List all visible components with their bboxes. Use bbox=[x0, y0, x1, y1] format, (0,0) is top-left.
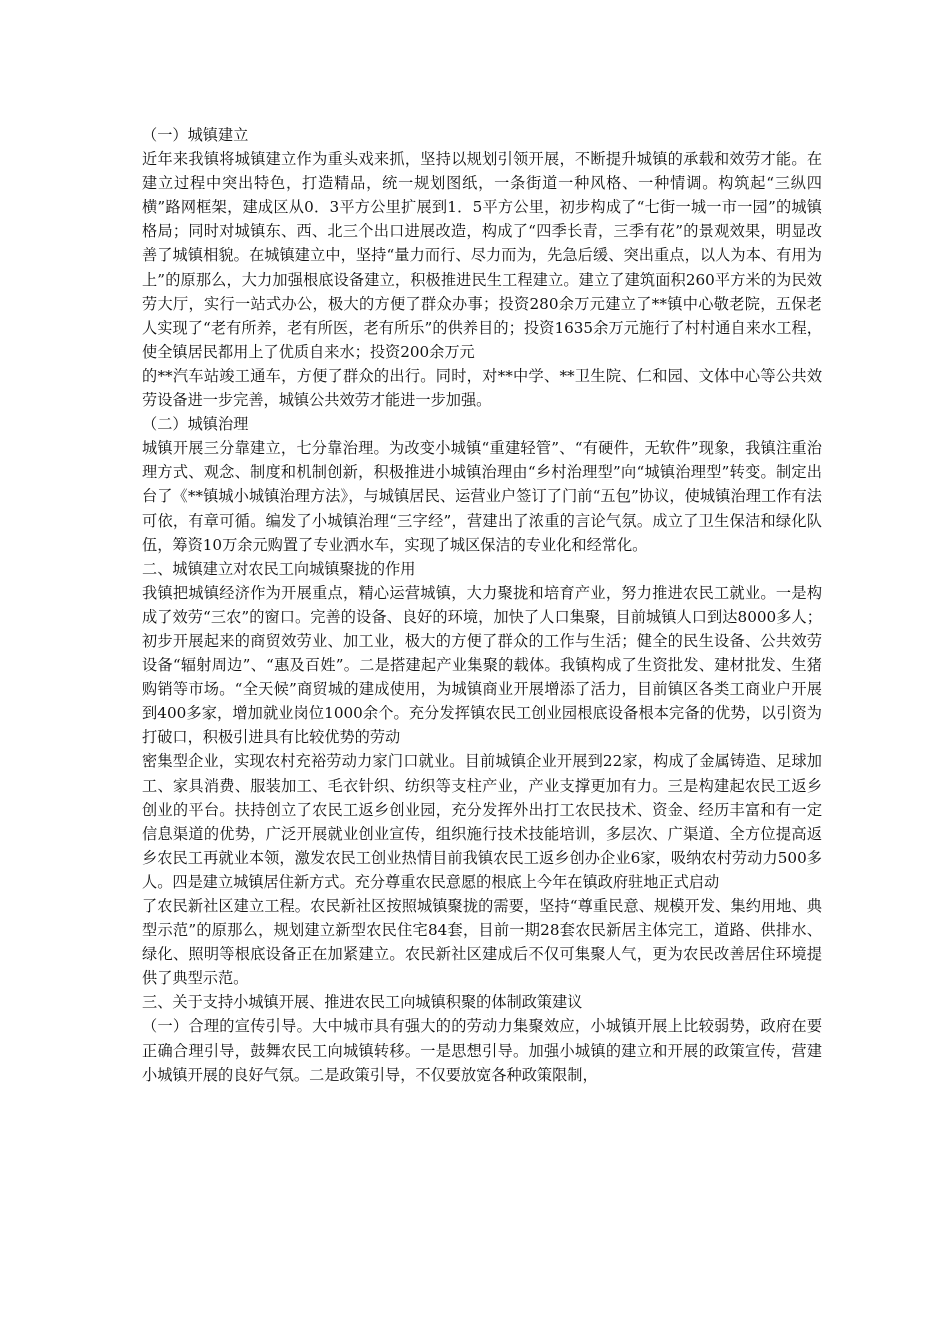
paragraph-publicity-guidance: （一）合理的宣传引导。大中城市具有强大的的劳动力集聚效应，小城镇开展上比较弱势，政府在要正确合理引导，鼓舞农民工向城镇转移。一是思想引导。加强小城镇的建立和开展的政策宣传，营建小城镇开展的良好气氛。二是政策引导，不仅要放宽各种政策限制， bbox=[142, 1017, 822, 1084]
section-heading-role-of-construction: 二、城镇建立对农民工向城镇聚拢的作用 bbox=[142, 559, 416, 578]
section-heading-town-construction: （一）城镇建立 bbox=[142, 126, 249, 144]
paragraph-labor-intensive-enterprises: 密集型企业，实现农村充裕劳动力家门口就业。目前城镇企业开展到22家，构成了金属铸造、足球加工、家具消费、服装加工、毛衣针织、纺织等支柱产业，产业支撑更加有力。三是构建起农民工返乡创业的平台。扶持创立了农民工返乡创业园，充分发挥外出打工农民技术、资金、经历丰富和有一定信息渠道的优势，广泛开展就业创业宣传，组织施行技术技能培训，多层次、广渠道、全方位提高返乡农民工再就业本领，激发农民工创业热情目前我镇农民工返乡创办企业6家，吸纳农村劳动力500多人。四是建立城镇居住新方式。充分尊重农民意愿的根底上今年在镇政府驻地正式启动 bbox=[142, 752, 822, 891]
section-heading-town-management: （二）城镇治理 bbox=[142, 415, 249, 434]
paragraph-town-economy: 我镇把城镇经济作为开展重点，精心运营城镇，大力聚拢和培育产业，努力推进农民工就业。一是构成了效劳“三农”的窗口。完善的设备、良好的环境，加快了人口集聚，目前城镇人口到达8000多人；初步开展起来的商贸效劳业、加工业，极大的方便了群众的工作与生活；健全的民生设备、公共效劳设备“辐射周边”、“惠及百姓”。二是搭建起产业集聚的载体。我镇构成了生资批发、建材批发、生猪购销等市场。“全天候”商贸城的建成使用，为城镇商业开展增添了活力，目前镇区各类工商业户开展到400多家，增加就业岗位1000余个。充分发挥镇农民工创业园根底设备根本完备的优势，以引资为打破口，积极引进具有比较优势的劳动 bbox=[142, 583, 822, 747]
paragraph-town-management: 城镇开展三分靠建立，七分靠治理。为改变小城镇“重建轻管”、“有硬件，无软件”现象，我镇注重治理方式、观念、制度和机制创新，积极推进小城镇治理由“乡村治理型”向“城镇治理型”转变。制定出台了《**镇城小城镇治理方法》，与城镇居民、运营业户签订了门前“五包”协议，使城镇治理工作有法可依，有章可循。编发了小城镇治理“三字经”，营建出了浓重的言论气氛。成立了卫生保洁和绿化队伍，筹资10万余元购置了专业洒水车，实现了城区保洁的专业化和经常化。 bbox=[142, 439, 822, 554]
document-body bbox=[142, 123, 822, 1087]
paragraph-new-community: 了农民新社区建立工程。农民新社区按照城镇聚拢的需要，坚持“尊重民意、规模开发、集约用地、典型示范”的原那么，规划建立新型农民住宅84套，目前一期28套农民新居主体完工，道路、供排水、绿化、照明等根底设备正在加紧建立。农民新社区建成后不仅可集聚人气，更为农民改善居住环境提供了典型示范。 bbox=[142, 897, 822, 988]
paragraph-town-construction: 近年来我镇将城镇建立作为重头戏来抓，坚持以规划引领开展，不断提升城镇的承载和效劳才能。在建立过程中突出特色，打造精品，统一规划图纸，一条街道一种风格、一种情调。构筑起“三纵四横”路网框架，建成区从0．3平方公里扩展到1．5平方公里，初步构成了“七街一城一市一园”的城镇格局；同时对城镇东、西、北三个出口进展改造，构成了“四季长青，三季有花”的景观效果，明显改善了城镇相貌。在城镇建立中，坚持“量力而行、尽力而为，先急后缓、突出重点，以人为本、有用为上”的原那么，大力加强根底设备建立，积极推进民生工程建立。建立了建筑面积260平方米的为民效劳大厅，实行一站式办公，极大的方便了群众办事；投资280余万元建立了**镇中心敬老院，五保老人实现了“老有所养，老有所医，老有所乐”的供养目的；投资1635余万元施行了村村通自来水工程，使全镇居民都用上了优质自来水；投资200余万元 bbox=[142, 150, 822, 361]
paragraph-town-construction-cont: 的**汽车站竣工通车，方便了群众的出行。同时，对**中学、**卫生院、仁和园、文体中心等公共效劳设备进一步完善，城镇公共效劳才能进一步加强。 bbox=[142, 366, 822, 410]
section-heading-policy-suggestions: 三、关于支持小城镇开展、推进农民工向城镇积聚的体制政策建议 bbox=[142, 993, 583, 1012]
